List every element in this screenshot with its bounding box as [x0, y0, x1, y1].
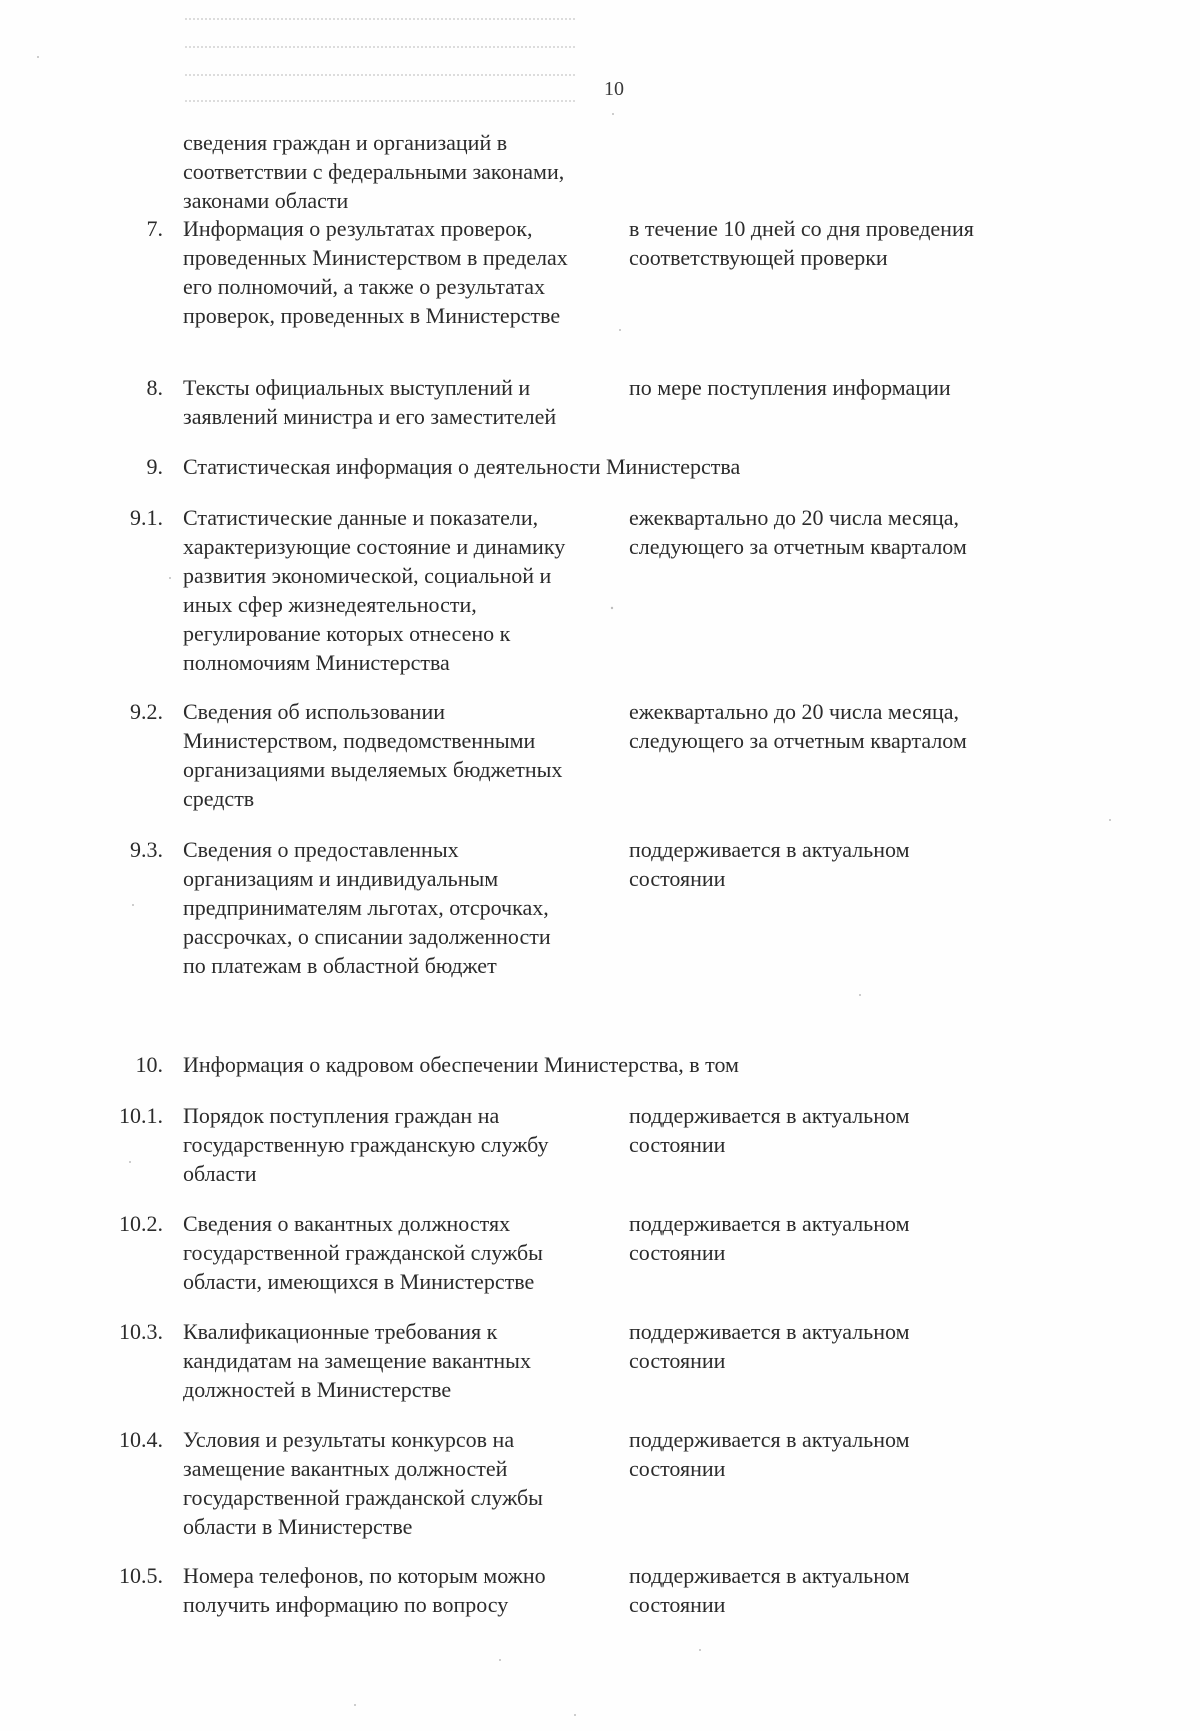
description-line: развития экономической, социальной и	[183, 563, 552, 588]
description-line: его полномочий, а также о результатах	[183, 274, 545, 299]
term-line: следующего за отчетным кварталом	[629, 534, 967, 559]
speck	[619, 329, 621, 331]
row-number: 10.1.	[119, 1103, 163, 1128]
row-number: 8.	[146, 375, 163, 400]
speck	[37, 56, 39, 58]
description-line: проверок, проведенных в Министерстве	[183, 303, 561, 328]
term-line: поддерживается в актуальном	[629, 1563, 910, 1588]
scan-noise	[185, 94, 575, 102]
row-number: 9.3.	[130, 837, 163, 862]
description-line: замещение вакантных должностей	[183, 1456, 508, 1481]
description-line: организациями выделяемых бюджетных	[183, 757, 563, 782]
row-number: 9.	[146, 454, 163, 479]
scan-noise	[185, 40, 575, 48]
row-term	[629, 835, 1039, 893]
description-line: рассрочках, о списании задолженности	[183, 924, 551, 949]
speck	[1109, 819, 1111, 821]
speck	[612, 113, 614, 115]
description-line: Статистические данные и показатели,	[183, 505, 539, 530]
description-line: предпринимателям льготах, отсрочках,	[183, 895, 549, 920]
description-line: должностей в Министерстве	[183, 1377, 452, 1402]
description-line: средств	[183, 786, 255, 811]
description-line: Сведения об использовании	[183, 699, 446, 724]
description-line: Условия и результаты конкурсов на	[183, 1427, 515, 1452]
row-term	[629, 1101, 1039, 1159]
continuation-line: соответствии с федеральными законами,	[183, 159, 565, 184]
scan-noise	[185, 12, 575, 20]
term-line: поддерживается в актуальном	[629, 1319, 910, 1344]
term-line: соответствующей проверки	[629, 245, 888, 270]
description-line: Номера телефонов, по которым можно	[183, 1563, 546, 1588]
term-line: состоянии	[629, 1240, 726, 1265]
row-description	[183, 214, 613, 330]
continuation-text	[183, 128, 613, 215]
row-number: 9.2.	[130, 699, 163, 724]
speck	[574, 1714, 576, 1716]
row-description	[183, 452, 1083, 481]
page-number: 10	[604, 78, 624, 100]
term-line: следующего за отчетным кварталом	[629, 728, 967, 753]
row-term	[629, 214, 1039, 272]
description-line: организациям и индивидуальным	[183, 866, 499, 891]
row-description	[183, 1561, 613, 1619]
description-line: Квалификационные требования к	[183, 1319, 498, 1344]
description-line: характеризующие состояние и динамику	[183, 534, 566, 559]
row-term	[629, 1425, 1039, 1483]
row-term	[629, 373, 1039, 402]
term-line: в течение 10 дней со дня проведения	[629, 216, 974, 241]
description-line: Порядок поступления граждан на	[183, 1103, 500, 1128]
row-number: 10.4.	[119, 1427, 163, 1452]
row-term	[629, 1209, 1039, 1267]
description-line: иных сфер жизнедеятельности,	[183, 592, 477, 617]
description-line: Статистическая информация о деятельности Министерства	[183, 454, 741, 479]
term-line: ежеквартально до 20 числа месяца,	[629, 699, 960, 724]
term-line: состоянии	[629, 1592, 726, 1617]
speck	[132, 904, 134, 906]
description-line: области	[183, 1161, 257, 1186]
description-line: области, имеющихся в Министерстве	[183, 1269, 535, 1294]
row-description	[183, 1209, 613, 1296]
speck	[499, 1659, 501, 1661]
description-line: полномочиям Министерства	[183, 650, 450, 675]
term-line: поддерживается в актуальном	[629, 1211, 910, 1236]
description-line: Информация о кадровом обеспечении Министерства, в том	[183, 1052, 739, 1077]
speck	[699, 1649, 701, 1651]
row-description	[183, 503, 613, 677]
description-line: Информация о результатах проверок,	[183, 216, 533, 241]
term-line: состоянии	[629, 1132, 726, 1157]
row-description	[183, 1425, 613, 1541]
description-line: области в Министерстве	[183, 1514, 413, 1539]
speck	[169, 577, 171, 579]
speck	[859, 994, 861, 996]
row-number: 10.2.	[119, 1211, 163, 1236]
speck	[354, 1704, 356, 1706]
description-line: государственную гражданскую службу	[183, 1132, 549, 1157]
term-line: ежеквартально до 20 числа месяца,	[629, 505, 960, 530]
row-description	[183, 697, 613, 813]
row-number: 10.	[135, 1052, 163, 1077]
description-line: Сведения о предоставленных	[183, 837, 459, 862]
term-line: состоянии	[629, 866, 726, 891]
description-line: государственной гражданской службы	[183, 1485, 543, 1510]
row-number: 10.3.	[119, 1319, 163, 1344]
row-description	[183, 373, 613, 431]
description-line: получить информацию по вопросу	[183, 1592, 509, 1617]
row-description	[183, 1101, 613, 1188]
description-line: заявлений министра и его заместителей	[183, 404, 557, 429]
row-term	[629, 1561, 1039, 1619]
speck	[129, 1161, 131, 1163]
description-line: государственной гражданской службы	[183, 1240, 543, 1265]
row-term	[629, 503, 1039, 561]
term-line: по мере поступления информации	[629, 375, 951, 400]
row-term	[629, 697, 1039, 755]
scan-noise	[185, 68, 575, 76]
description-line: Сведения о вакантных должностях	[183, 1211, 511, 1236]
term-line: состоянии	[629, 1456, 726, 1481]
row-description	[183, 1050, 1083, 1079]
term-line: поддерживается в актуальном	[629, 837, 910, 862]
row-number: 10.5.	[119, 1563, 163, 1588]
row-term	[629, 1317, 1039, 1375]
row-number: 7.	[146, 216, 163, 241]
continuation-line: сведения граждан и организаций в	[183, 130, 508, 155]
term-line: состоянии	[629, 1348, 726, 1373]
term-line: поддерживается в актуальном	[629, 1103, 910, 1128]
description-line: кандидатам на замещение вакантных	[183, 1348, 531, 1373]
description-line: по платежам в областной бюджет	[183, 953, 497, 978]
description-line: проведенных Министерством в пределах	[183, 245, 568, 270]
description-line: регулирование которых отнесено к	[183, 621, 511, 646]
row-description	[183, 1317, 613, 1404]
description-line: Тексты официальных выступлений и	[183, 375, 531, 400]
row-description	[183, 835, 613, 980]
term-line: поддерживается в актуальном	[629, 1427, 910, 1452]
description-line: Министерством, подведомственными	[183, 728, 536, 753]
continuation-line: законами области	[183, 188, 349, 213]
row-number: 9.1.	[130, 505, 163, 530]
